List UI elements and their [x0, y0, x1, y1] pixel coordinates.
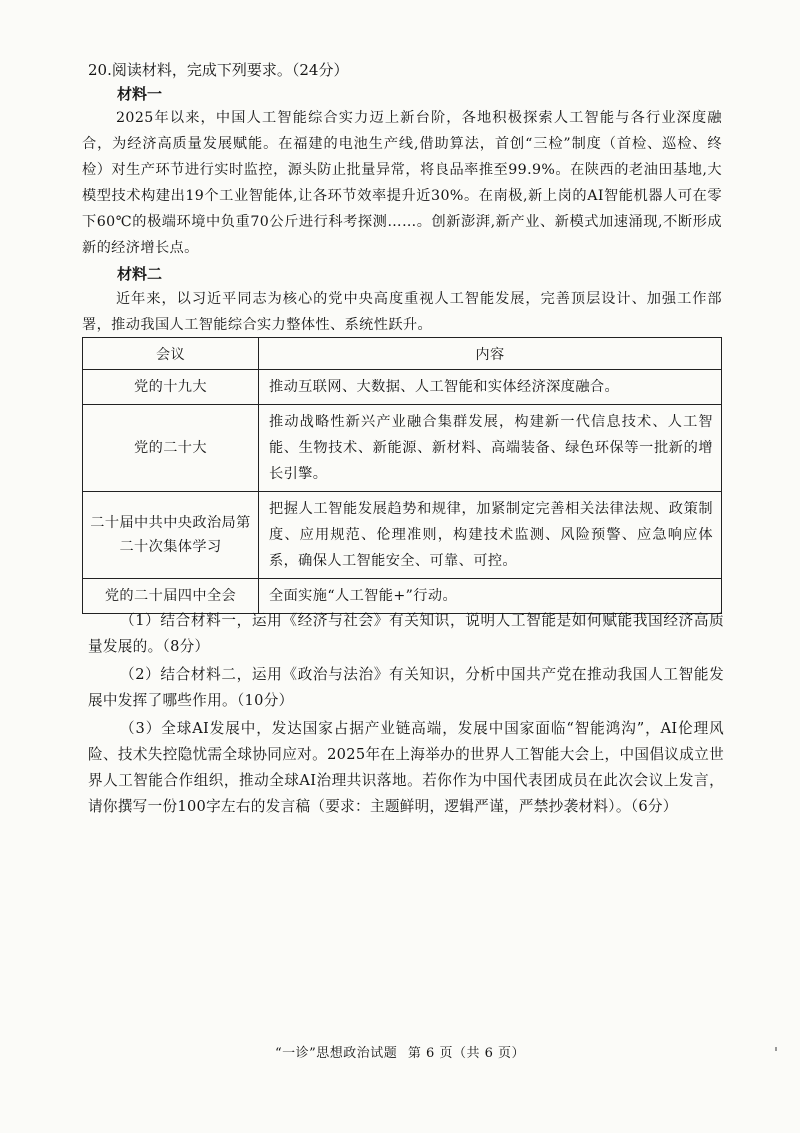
- material-one-text: 2025年以来，中国人工智能综合实力迈上新台阶，各地积极探索人工智能与各行业深度融合，为经济高质量发展赋能。在福建的电池生产线,借助算法，首创“三检”制度（首检、巡检、终检）对生产环节进行实时监控，源头防止批量异常，将良品率推至99.9%。在陕西的老油田基地,大模型技术构建出19个工业智能体,让各环节效率提升近30%。在南极,新上岗的AI智能机器人可在零下60℃的极端环境中负重70公斤进行科考探测……。创新澎湃,新产业、新模式加速涌现,不断形成新的经济增长点。: [82, 110, 722, 256]
- table-header-content: 内容: [259, 338, 722, 370]
- scan-mark: [775, 1047, 777, 1051]
- question-title: 20.阅读材料，完成下列要求。（24分）: [88, 61, 349, 79]
- table-cell-meeting: 党的二十届四中全会: [83, 579, 259, 614]
- material-two-heading: 材料二: [117, 265, 163, 283]
- table-row: [83, 405, 722, 492]
- table-header-meeting: 会议: [83, 338, 259, 370]
- sub-question-3: （3）全球AI发展中，发达国家占据产业链高端，发展中国家面临“智能鸿沟”，AI伦理风险、技术失控隐忧需全球协同应对。2025年在上海举办的世界人工智能大会上，中国倡议成立世界人工智能合作组织，推动全球AI治理共识落地。若你作为中国代表团成员在此次会议上发言，请你撰写一份100字左右的发言稿（要求：主题鲜明，逻辑严谨，严禁抄袭材料）。（6分）: [88, 720, 724, 815]
- footer-exam-name: “一诊”思想政治试题: [274, 1046, 398, 1061]
- footer-page-number: 第 6 页（共 6 页）: [407, 1046, 525, 1061]
- table-row: [83, 492, 722, 579]
- table-cell-meeting: 党的十九大: [83, 370, 259, 405]
- meetings-table: [82, 337, 722, 614]
- table-cell-content: 全面实施“人工智能+”行动。: [259, 579, 722, 614]
- table-cell-content: 推动互联网、大数据、人工智能和实体经济深度融合。: [259, 370, 722, 405]
- material-one-heading: 材料一: [117, 85, 163, 103]
- sub-question-1: （1）结合材料一，运用《经济与社会》有关知识，说明人工智能是如何赋能我国经济高质量发展的。（8分）: [88, 612, 724, 655]
- table-cell-content: 推动战略性新兴产业融合集群发展，构建新一代信息技术、人工智能、生物技术、新能源、新材料、高端装备、绿色环保等一批新的增长引擎。: [259, 405, 722, 492]
- table-row: [83, 370, 722, 405]
- table-header-row: [83, 338, 722, 370]
- table-cell-content: 把握人工智能发展趋势和规律，加紧制定完善相关法律法规、政策制度、应用规范、伦理准则，构建技术监测、风险预警、应急响应体系，确保人工智能安全、可靠、可控。: [259, 492, 722, 579]
- page-footer: [0, 1042, 800, 1061]
- table-cell-meeting: 二十届中共中央政治局第二十次集体学习: [83, 492, 259, 579]
- material-two-intro: 近年来，以习近平同志为核心的党中央高度重视人工智能发展，完善顶层设计、加强工作部署，推动我国人工智能综合实力整体性、系统性跃升。: [82, 291, 722, 333]
- table-cell-meeting: 党的二十大: [83, 405, 259, 492]
- sub-question-2: （2）结合材料二，运用《政治与法治》有关知识，分析中国共产党在推动我国人工智能发展中发挥了哪些作用。（10分）: [88, 666, 724, 709]
